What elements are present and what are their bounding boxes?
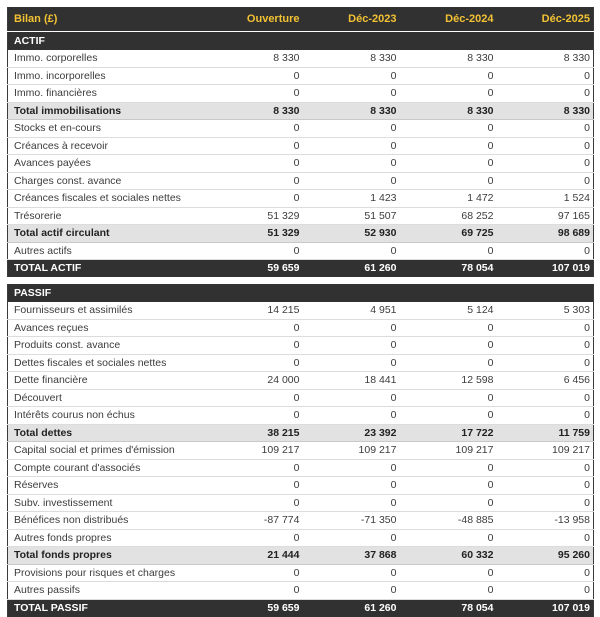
section-gap [8,277,594,284]
cell-value: 17 722 [400,424,497,442]
table-row [8,372,594,390]
section-header-row [8,284,594,302]
table-row [8,302,594,319]
table-body [8,32,594,617]
cell-value: 95 260 [497,547,594,565]
table-row [8,564,594,582]
cell-value: 0 [400,564,497,582]
cell-value: 0 [303,137,400,155]
section-header-row [8,32,594,51]
cell-value: 8 330 [303,50,400,67]
table-row [8,137,594,155]
cell-value: 0 [206,494,303,512]
row-label: Provisions pour risques et charges [8,564,206,582]
balance-sheet-table [7,7,594,617]
cell-value: 59 659 [206,599,303,617]
row-label: Créances fiscales et sociales nettes [8,190,206,208]
row-label: Capital social et primes d'émission [8,442,206,460]
table-row [8,67,594,85]
cell-value: 0 [497,529,594,547]
cell-value: 68 252 [400,207,497,225]
cell-value: 11 759 [497,424,594,442]
cell-value: 8 330 [400,102,497,120]
table-row [8,407,594,425]
cell-value: 0 [303,477,400,495]
cell-value: 1 524 [497,190,594,208]
table-row [8,225,594,243]
cell-value: 0 [497,319,594,337]
cell-value: 23 392 [303,424,400,442]
cell-value: 0 [497,67,594,85]
cell-value: 98 689 [497,225,594,243]
cell-value: 0 [303,564,400,582]
cell-value: 0 [400,389,497,407]
cell-value: 0 [400,477,497,495]
cell-value: 0 [497,172,594,190]
cell-value: 0 [206,120,303,138]
cell-value: 0 [206,85,303,103]
cell-value: 0 [303,67,400,85]
column-header-dec-2024: Déc-2024 [400,7,497,32]
cell-value: 8 330 [303,102,400,120]
cell-value: 109 217 [400,442,497,460]
table-row [8,102,594,120]
cell-value: 0 [497,337,594,355]
table-row [8,442,594,460]
cell-value: 0 [206,319,303,337]
table-row [8,172,594,190]
cell-value: 61 260 [303,599,400,617]
cell-value: 0 [400,155,497,173]
cell-value: 24 000 [206,372,303,390]
cell-value: 107 019 [497,260,594,278]
cell-value: 5 124 [400,302,497,319]
cell-value: 0 [303,337,400,355]
row-label: TOTAL PASSIF [8,599,206,617]
cell-value: 0 [206,477,303,495]
table-row [8,459,594,477]
section-header-label: ACTIF [8,32,594,51]
cell-value: 0 [497,389,594,407]
table-title: Bilan (£) [8,7,206,32]
table-row [8,512,594,530]
cell-value: 8 330 [400,50,497,67]
cell-value: -48 885 [400,512,497,530]
cell-value: 0 [400,242,497,260]
row-label: Bénéfices non distribués [8,512,206,530]
cell-value: 0 [497,137,594,155]
table-row [8,50,594,67]
cell-value: 0 [400,337,497,355]
table-row [8,547,594,565]
cell-value: 8 330 [206,50,303,67]
row-label: Total immobilisations [8,102,206,120]
cell-value: 109 217 [206,442,303,460]
cell-value: 97 165 [497,207,594,225]
cell-value: 12 598 [400,372,497,390]
cell-value: 0 [206,242,303,260]
cell-value: 0 [206,190,303,208]
cell-value: 0 [303,494,400,512]
row-label: Réserves [8,477,206,495]
cell-value: 0 [206,459,303,477]
cell-value: 78 054 [400,599,497,617]
column-header-dec-2025: Déc-2025 [497,7,594,32]
cell-value: 0 [206,564,303,582]
row-label: Dette financière [8,372,206,390]
cell-value: 1 472 [400,190,497,208]
cell-value: 0 [400,582,497,600]
cell-value: 0 [206,67,303,85]
table-row [8,120,594,138]
section-header-label: PASSIF [8,284,594,302]
row-label: Total fonds propres [8,547,206,565]
table-row [8,424,594,442]
cell-value: 0 [303,582,400,600]
cell-value: -87 774 [206,512,303,530]
cell-value: -71 350 [303,512,400,530]
cell-value: 0 [400,407,497,425]
cell-value: 0 [497,582,594,600]
cell-value: 109 217 [497,442,594,460]
cell-value: 60 332 [400,547,497,565]
row-label: Avances payées [8,155,206,173]
cell-value: 59 659 [206,260,303,278]
row-label: Autres actifs [8,242,206,260]
cell-value: 61 260 [303,260,400,278]
cell-value: 0 [400,494,497,512]
cell-value: 0 [497,242,594,260]
cell-value: 8 330 [497,102,594,120]
row-label: Total actif circulant [8,225,206,243]
table-row [8,582,594,600]
column-header-ouverture: Ouverture [206,7,303,32]
row-label: Trésorerie [8,207,206,225]
row-label: Total dettes [8,424,206,442]
row-label: Immo. incorporelles [8,67,206,85]
row-label: Autres passifs [8,582,206,600]
cell-value: 0 [400,319,497,337]
cell-value: 109 217 [303,442,400,460]
row-label: Compte courant d'associés [8,459,206,477]
section-gap-cell [8,277,594,284]
cell-value: 0 [497,407,594,425]
cell-value: 0 [303,407,400,425]
cell-value: 51 329 [206,207,303,225]
cell-value: -13 958 [497,512,594,530]
cell-value: 69 725 [400,225,497,243]
table-row [8,155,594,173]
cell-value: 0 [400,85,497,103]
cell-value: 0 [206,155,303,173]
table-row [8,319,594,337]
cell-value: 0 [303,120,400,138]
cell-value: 0 [206,337,303,355]
cell-value: 0 [400,172,497,190]
cell-value: 21 444 [206,547,303,565]
cell-value: 0 [303,85,400,103]
cell-value: 0 [206,529,303,547]
row-label: Avances reçues [8,319,206,337]
row-label: Produits const. avance [8,337,206,355]
table-row [8,242,594,260]
table-row [8,260,594,278]
row-label: Stocks et en-cours [8,120,206,138]
cell-value: 0 [206,137,303,155]
cell-value: 8 330 [206,102,303,120]
cell-value: 0 [400,67,497,85]
row-label: Dettes fiscales et sociales nettes [8,354,206,372]
cell-value: 0 [497,459,594,477]
cell-value: 5 303 [497,302,594,319]
table-row [8,354,594,372]
cell-value: 38 215 [206,424,303,442]
cell-value: 0 [303,155,400,173]
table-row [8,190,594,208]
row-label: Charges const. avance [8,172,206,190]
table-row [8,85,594,103]
cell-value: 0 [206,407,303,425]
cell-value: 0 [400,459,497,477]
cell-value: 37 868 [303,547,400,565]
cell-value: 0 [497,564,594,582]
column-header-dec-2023: Déc-2023 [303,7,400,32]
cell-value: 8 330 [497,50,594,67]
cell-value: 14 215 [206,302,303,319]
cell-value: 0 [497,120,594,138]
cell-value: 107 019 [497,599,594,617]
cell-value: 0 [497,477,594,495]
row-label: Créances à recevoir [8,137,206,155]
cell-value: 0 [303,389,400,407]
row-label: Immo. financières [8,85,206,103]
cell-value: 52 930 [303,225,400,243]
cell-value: 51 329 [206,225,303,243]
cell-value: 0 [497,155,594,173]
row-label: Intérêts courus non échus [8,407,206,425]
table-row [8,599,594,617]
row-label: Découvert [8,389,206,407]
cell-value: 4 951 [303,302,400,319]
table-row [8,529,594,547]
cell-value: 18 441 [303,372,400,390]
cell-value: 0 [497,494,594,512]
cell-value: 0 [206,389,303,407]
table-header-row [8,7,594,32]
table-row [8,477,594,495]
cell-value: 0 [303,354,400,372]
cell-value: 0 [303,172,400,190]
cell-value: 78 054 [400,260,497,278]
cell-value: 0 [400,137,497,155]
cell-value: 0 [206,172,303,190]
cell-value: 0 [400,354,497,372]
cell-value: 0 [497,354,594,372]
cell-value: 0 [303,319,400,337]
cell-value: 0 [303,242,400,260]
table-row [8,337,594,355]
cell-value: 0 [400,529,497,547]
row-label: Immo. corporelles [8,50,206,67]
cell-value: 0 [206,582,303,600]
row-label: Autres fonds propres [8,529,206,547]
row-label: Subv. investissement [8,494,206,512]
row-label: TOTAL ACTIF [8,260,206,278]
cell-value: 0 [497,85,594,103]
cell-value: 6 456 [497,372,594,390]
cell-value: 1 423 [303,190,400,208]
table-row [8,494,594,512]
cell-value: 0 [206,354,303,372]
cell-value: 0 [400,120,497,138]
cell-value: 0 [303,459,400,477]
row-label: Fournisseurs et assimilés [8,302,206,319]
cell-value: 0 [303,529,400,547]
table-row [8,389,594,407]
table-row [8,207,594,225]
cell-value: 51 507 [303,207,400,225]
